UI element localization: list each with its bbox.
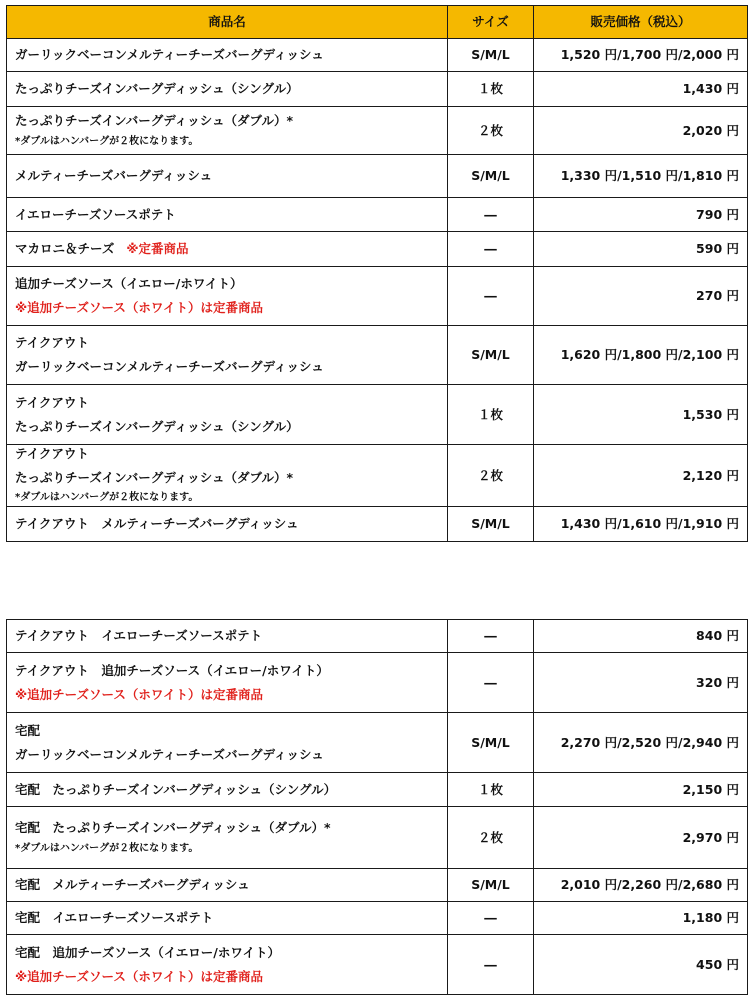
product-name-line: 宅配 たっぷりチーズインバーグディッシュ（シングル） (15, 781, 337, 797)
product-name-cell (7, 326, 448, 385)
size-cell: S/M/L (448, 869, 534, 902)
product-name-cell (7, 155, 448, 198)
price-cell: 270 円 (534, 267, 748, 326)
product-name-line: テイクアウト 追加チーズソース（イエロー/ホワイト） (15, 662, 329, 678)
double-patty-footnote: *ダブルはハンバーグが２枚になります。 (15, 842, 199, 854)
size-cell: S/M/L (448, 713, 534, 773)
table-row (7, 326, 748, 385)
product-name-line: テイクアウト (15, 335, 89, 351)
product-name-line: 宅配 イエローチーズソースポテト (15, 910, 214, 926)
product-name-line: テイクアウト イエローチーズソースポテト (15, 628, 263, 644)
double-patty-footnote: *ダブルはハンバーグが２枚になります。 (15, 135, 199, 147)
header-product-name: 商品名 (7, 6, 448, 39)
price-cell: 2,270 円/2,520 円/2,940 円 (534, 713, 748, 773)
price-cell: 790 円 (534, 198, 748, 232)
size-cell: ― (448, 198, 534, 232)
table-row (7, 39, 748, 72)
double-patty-footnote: *ダブルはハンバーグが２枚になります。 (15, 492, 199, 504)
product-name-cell (7, 935, 448, 995)
price-cell: 2,010 円/2,260 円/2,680 円 (534, 869, 748, 902)
table-row (7, 902, 748, 935)
product-name-line: たっぷりチーズインバーグディッシュ（ダブル）* (15, 112, 294, 128)
size-cell: S/M/L (448, 326, 534, 385)
price-cell: 1,430 円/1,610 円/1,910 円 (534, 507, 748, 542)
table-header-row (7, 6, 748, 39)
product-name-line: たっぷりチーズインバーグディッシュ（シングル） (15, 81, 299, 97)
product-name-line: 宅配 たっぷりチーズインバーグディッシュ（ダブル）* (15, 819, 331, 835)
size-cell: １枚 (448, 773, 534, 807)
header-size: サイズ (448, 6, 534, 39)
regular-item-note: ※追加チーズソース（ホワイト）は定番商品 (15, 968, 264, 984)
price-cell: 320 円 (534, 653, 748, 713)
size-cell: ― (448, 653, 534, 713)
product-name-cell (7, 198, 448, 232)
size-cell: ― (448, 902, 534, 935)
regular-item-note: ※定番商品 (126, 241, 189, 257)
size-cell: ― (448, 267, 534, 326)
table-row (7, 713, 748, 773)
price-cell: 590 円 (534, 232, 748, 267)
price-cell: 1,520 円/1,700 円/2,000 円 (534, 39, 748, 72)
product-name-line: マカロニ＆チーズ ※定番商品 (15, 241, 189, 257)
price-cell: 1,180 円 (534, 902, 748, 935)
product-name-cell (7, 713, 448, 773)
table-row (7, 155, 748, 198)
product-name-cell (7, 107, 448, 155)
product-name-line: テイクアウト (15, 394, 89, 410)
product-name-cell (7, 445, 448, 507)
regular-item-note: ※追加チーズソース（ホワイト）は定番商品 (15, 300, 264, 315)
size-cell: ― (448, 620, 534, 653)
price-cell: 840 円 (534, 620, 748, 653)
table-row (7, 935, 748, 995)
product-name-line: 宅配 追加チーズソース（イエロー/ホワイト） (15, 944, 280, 960)
product-name-line: イエローチーズソースポテト (15, 206, 176, 222)
table-row (7, 507, 748, 542)
product-name-cell (7, 869, 448, 902)
size-cell: １枚 (448, 72, 534, 107)
price-table-continued (6, 619, 748, 995)
table-row (7, 869, 748, 902)
price-cell: 2,970 円 (534, 807, 748, 869)
table-row (7, 267, 748, 326)
regular-item-note: ※追加チーズソース（ホワイト）は定番商品 (15, 686, 264, 702)
table-row (7, 445, 748, 507)
table-body-continued (7, 620, 748, 995)
header-price: 販売価格（税込） (534, 6, 748, 39)
price-cell: 450 円 (534, 935, 748, 995)
price-cell: 2,120 円 (534, 445, 748, 507)
product-name-line: 宅配 (15, 722, 41, 738)
product-name-line: 宅配 メルティーチーズバーグディッシュ (15, 877, 250, 893)
table-body-main (7, 39, 748, 542)
table-row (7, 232, 748, 267)
product-name-cell (7, 807, 448, 869)
size-cell: ― (448, 935, 534, 995)
table-row (7, 807, 748, 869)
size-cell: S/M/L (448, 507, 534, 542)
price-cell: 1,430 円 (534, 72, 748, 107)
product-name-line: ガーリックベーコンメルティーチーズバーグディッシュ (15, 746, 324, 762)
product-name-line: テイクアウト (15, 446, 89, 462)
product-name-cell (7, 653, 448, 713)
size-cell: ２枚 (448, 107, 534, 155)
product-name-line: たっぷりチーズインバーグディッシュ（ダブル）* (15, 469, 294, 485)
table-row (7, 107, 748, 155)
product-name-line: ガーリックベーコンメルティーチーズバーグディッシュ (15, 359, 324, 374)
table-row (7, 773, 748, 807)
product-name-cell (7, 902, 448, 935)
product-name-line: テイクアウト メルティーチーズバーグディッシュ (15, 516, 299, 532)
product-name-cell (7, 385, 448, 445)
product-name-line: 追加チーズソース（イエロー/ホワイト） (15, 276, 243, 292)
product-name-line: メルティーチーズバーグディッシュ (15, 168, 213, 184)
product-name-line: たっぷりチーズインバーグディッシュ（シングル） (15, 418, 299, 434)
table-row (7, 72, 748, 107)
size-cell: ２枚 (448, 807, 534, 869)
size-cell: １枚 (448, 385, 534, 445)
product-name-cell (7, 232, 448, 267)
size-cell: ― (448, 232, 534, 267)
price-cell: 1,330 円/1,510 円/1,810 円 (534, 155, 748, 198)
product-name-cell (7, 507, 448, 542)
product-name-cell (7, 72, 448, 107)
size-cell: S/M/L (448, 39, 534, 72)
product-name-line: ガーリックベーコンメルティーチーズバーグディッシュ (15, 47, 324, 63)
table-row (7, 385, 748, 445)
product-name-cell (7, 39, 448, 72)
price-cell: 2,150 円 (534, 773, 748, 807)
size-cell: ２枚 (448, 445, 534, 507)
price-cell: 1,530 円 (534, 385, 748, 445)
product-name-cell (7, 267, 448, 326)
price-cell: 2,020 円 (534, 107, 748, 155)
table-row (7, 620, 748, 653)
table-row (7, 198, 748, 232)
table-row (7, 653, 748, 713)
size-cell: S/M/L (448, 155, 534, 198)
product-name-cell (7, 620, 448, 653)
price-cell: 1,620 円/1,800 円/2,100 円 (534, 326, 748, 385)
price-table-main (6, 5, 748, 542)
product-name-cell (7, 773, 448, 807)
